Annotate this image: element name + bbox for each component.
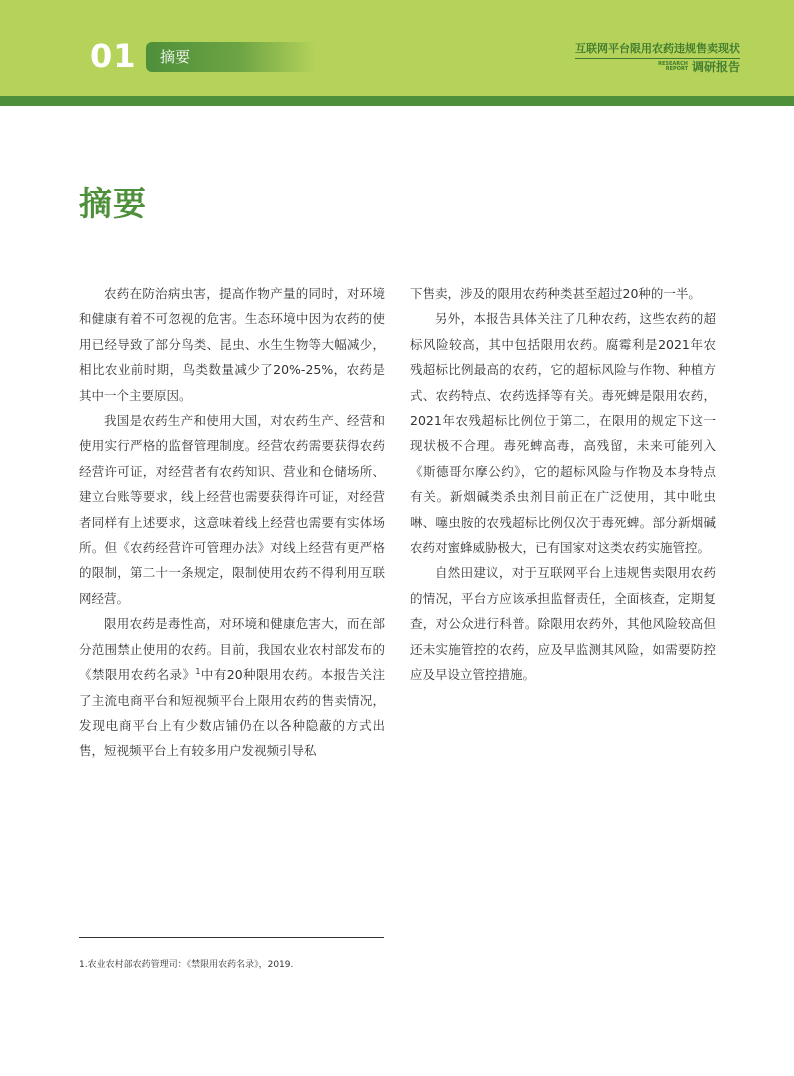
right-column <box>410 281 716 688</box>
paragraph-pesticide-harm: 农药在防治病虫害，提高作物产量的同时，对环境和健康有着不可忽视的危害。生态环境中因为农药的使用已经导致了部分鸟类、昆虫、水生生物等大幅减少，相比农业前时期，鸟类数量减少了20%-25%，农药是其中一个主要原因。 <box>79 286 385 403</box>
research-report-label: 调研报告 <box>691 60 740 74</box>
header-stripe <box>0 96 794 106</box>
footnote-ref: 1 <box>195 666 201 676</box>
paragraph-regulation: 我国是农药生产和使用大国，对农药生产、经营和使用实行严格的监督管理制度。经营农药需要获得农药经营许可证，对经营者有农药知识、营业和仓储场所、建立台账等要求，线上经营也需要获得许可证，对经营者同样有上述要求，这意味着线上经营也需要有实体场所。但《农药经营许可管理办法》对线上经营有更严格的限制，第二十一条规定，限制使用农药不得利用互联网经营。 <box>79 413 385 606</box>
chapter-tab-label: 摘要 <box>160 48 191 66</box>
research-logo-line1: RESEARCH <box>658 61 688 67</box>
research-logo-line2: REPORT <box>665 66 688 72</box>
chapter-tab <box>146 42 316 72</box>
report-title: 互联网平台限用农药违规售卖现状 <box>575 42 740 59</box>
footnote: 1.农业农村部农药管理司：《禁限用农药名录》，2019. <box>79 960 294 970</box>
paragraph-restricted-continued: 下售卖，涉及的限用农药种类甚至超过20种的一半。 <box>410 286 701 301</box>
paragraph-specific-pesticides: 另外，本报告具体关注了几种农药，这些农药的超标风险较高，其中包括限用农药。腐霉利是2021年农残超标比例最高的农药，它的超标风险与作物、种植方式、农药特点、农药选择等有关。毒死蜱是限用农药，2021年农残超标比例位于第二，在限用的规定下这一现状极不合理。毒死蜱高毒，高残留，未来可能列入《斯德哥尔摩公约》，它的超标风险与作物及本身特点有关。新烟碱类杀虫剂目前正在广泛使用，其中吡虫啉、噻虫胺的农残超标比例仅次于毒死蜱。部分新烟碱农药对蜜蜂威胁极大，已有国家对这类农药实施管控。 <box>410 311 716 556</box>
paragraph-restricted-pesticides <box>79 611 385 763</box>
paragraph-recommendations: 自然田建议，对于互联网平台上违规售卖限用农药的情况，平台方应该承担监督责任，全面核查，定期复查，对公众进行科普。除限用农药外，其他风险较高但还未实施管控的农药，应及早监测其风险，如需要防控应及早设立管控措施。 <box>410 565 716 683</box>
chapter-number: 01 <box>90 37 137 75</box>
paragraph-restricted-text-a: 限用农药是毒性高，对环境和健康危害大，而在部分范围禁止使用的农药。目前，我国农业农村部发布的《禁限用农药名录》 <box>79 616 385 683</box>
research-report-brand <box>658 60 740 74</box>
left-column <box>79 281 385 764</box>
paragraph-restricted-text-b: 中有20种限用农药。本报告关注了主流电商平台和短视频平台上限用农药的售卖情况，发现电商平台上有少数店铺仍在以各种隐蔽的方式出售，短视频平台上有较多用户发视频引导私 <box>79 667 385 759</box>
research-report-logo <box>658 62 688 72</box>
page-title: 摘要 <box>79 184 147 223</box>
footnote-divider <box>79 937 384 938</box>
